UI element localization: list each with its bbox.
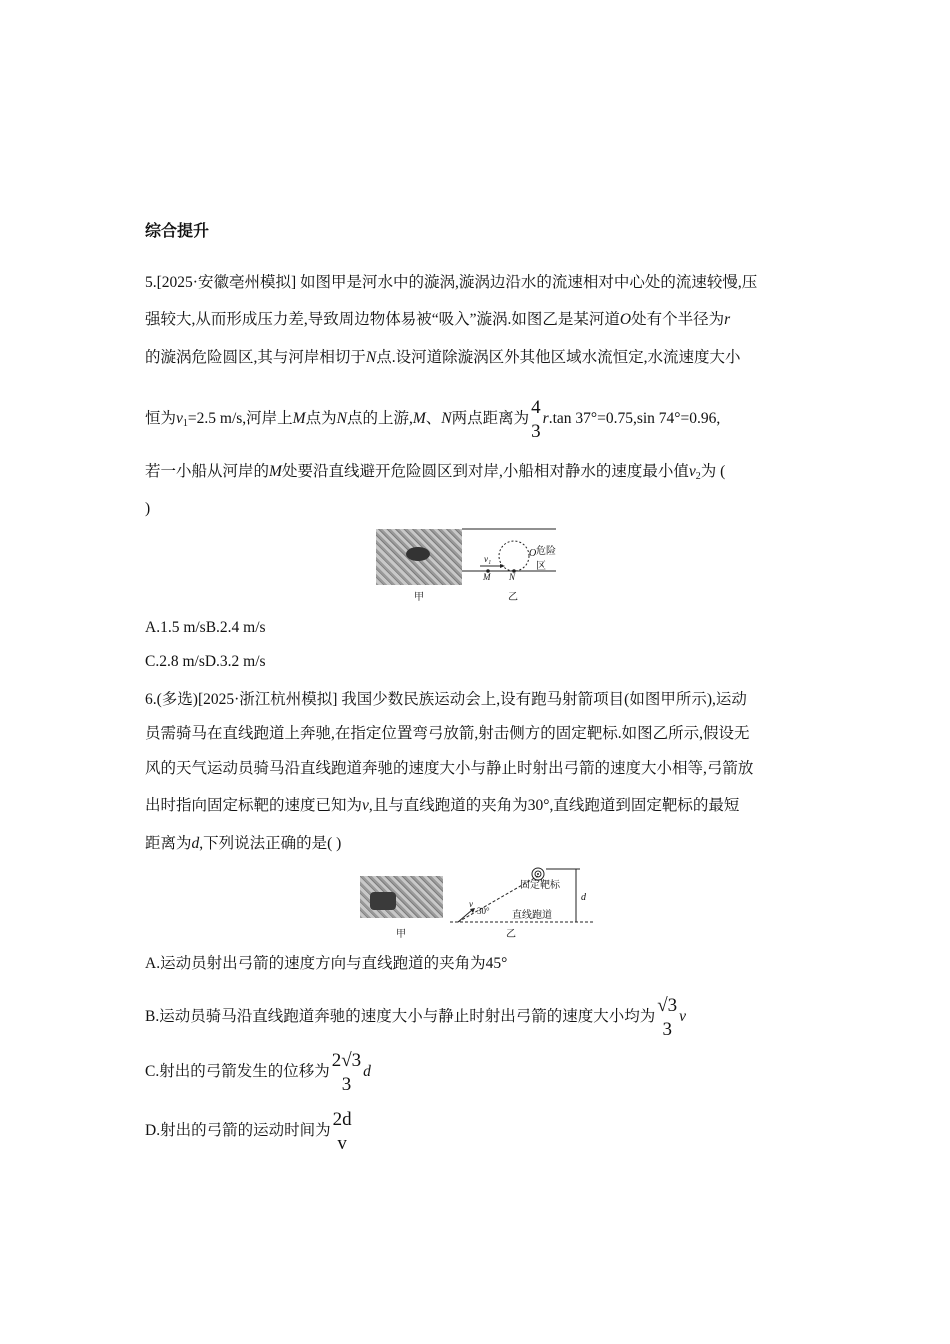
option-a: A.1.5 m/s	[145, 619, 206, 636]
q6-option-d: D.射出的弓箭的运动时间为 2d v	[145, 1109, 352, 1154]
fraction-2d-v: 2d v	[332, 1109, 352, 1154]
fig-label-yi: 乙	[506, 929, 516, 940]
q5-figure	[376, 526, 556, 604]
point-n-label: N	[509, 572, 516, 582]
q6-line-1: 6.(多选)[2025·浙江杭州模拟] 我国少数民族运动会上,设有跑马射箭项目(如图甲所示),运动	[145, 691, 747, 708]
q5-line-2: 强较大,从而形成压力差,导致周边物体易被“吸入”漩涡.如图乙是某河道O处有个半径为r	[145, 311, 731, 328]
v-label: v	[469, 899, 473, 909]
fig-label-jia: 甲	[414, 592, 424, 603]
fraction-4-3: 4 3	[531, 397, 541, 442]
option-c: C.2.8 m/s	[145, 653, 205, 670]
q6-line-2: 员需骑马在直线跑道上奔驰,在指定位置弯弓放箭,射击侧方的固定靶标.如图乙所示,假设无	[145, 725, 750, 742]
vortex-photo	[376, 529, 462, 585]
option-d: D.3.2 m/s	[204, 653, 266, 670]
fraction-sqrt3-3: √3 3	[657, 995, 678, 1040]
q5-line-5: 若一小船从河岸的M处要沿直线避开危险圆区到对岸,小船相对静水的速度最小值$v_2$为 (	[145, 463, 726, 482]
q5-options-ab	[145, 617, 266, 639]
fraction-2sqrt3-3: 2√3 3	[331, 1050, 362, 1095]
section-title: 综合提升	[145, 223, 210, 240]
angle-label: 30°	[477, 906, 490, 916]
q5-line-3: 的漩涡危险圆区,其与河岸相切于N点.设河道除漩涡区外其他区域水流恒定,水流速度大小	[145, 349, 741, 366]
point-m-label: M	[483, 572, 491, 582]
q5-line-4: 恒为$v_1=2.5$ m/s,河岸上M点为N点的上游,M、N两点距离为 4 3 r.tan 37°=0.75,sin 74°=0.96,	[145, 397, 721, 442]
q6-line-4: 出时指向固定标靶的速度已知为v,且与直线跑道的夹角为30°,直线跑道到固定靶标的最短	[145, 797, 740, 814]
q5-options-cd	[145, 651, 266, 673]
target-label: 固定靶标	[520, 880, 560, 891]
fig-label-yi: 乙	[508, 592, 518, 603]
q6-option-a: A.运动员射出弓箭的速度方向与直线跑道的夹角为45°	[145, 955, 508, 972]
q6-line-5: 距离为d,下列说法正确的是( )	[145, 835, 342, 852]
danger-zone-label: 危险区	[536, 546, 556, 572]
q6-option-b: B.运动员骑马沿直线跑道奔驰的速度大小与静止时射出弓箭的速度大小均为 √3 3 v	[145, 995, 687, 1040]
horse-archery-photo	[360, 876, 443, 918]
q6-line-3: 风的天气运动员骑马沿直线跑道奔驰的速度大小与静止时射出弓箭的速度大小相等,弓箭放	[145, 760, 754, 777]
point-o-label: O	[529, 548, 537, 559]
d-label: d	[581, 892, 586, 903]
fig-label-jia: 甲	[396, 929, 406, 940]
track-label: 直线跑道	[512, 910, 552, 921]
option-b: B.2.4 m/s	[205, 619, 266, 636]
v1-label: v₁	[484, 554, 492, 564]
q5-line-1: 5.[2025·安徽亳州模拟] 如图甲是河水中的漩涡,漩涡边沿水的流速相对中心处的流速较慢,压	[145, 274, 758, 291]
q6-option-c: C.射出的弓箭发生的位移为 2√3 3 d	[145, 1050, 371, 1095]
q6-figure	[360, 866, 594, 940]
q5-line-6: )	[145, 500, 151, 517]
